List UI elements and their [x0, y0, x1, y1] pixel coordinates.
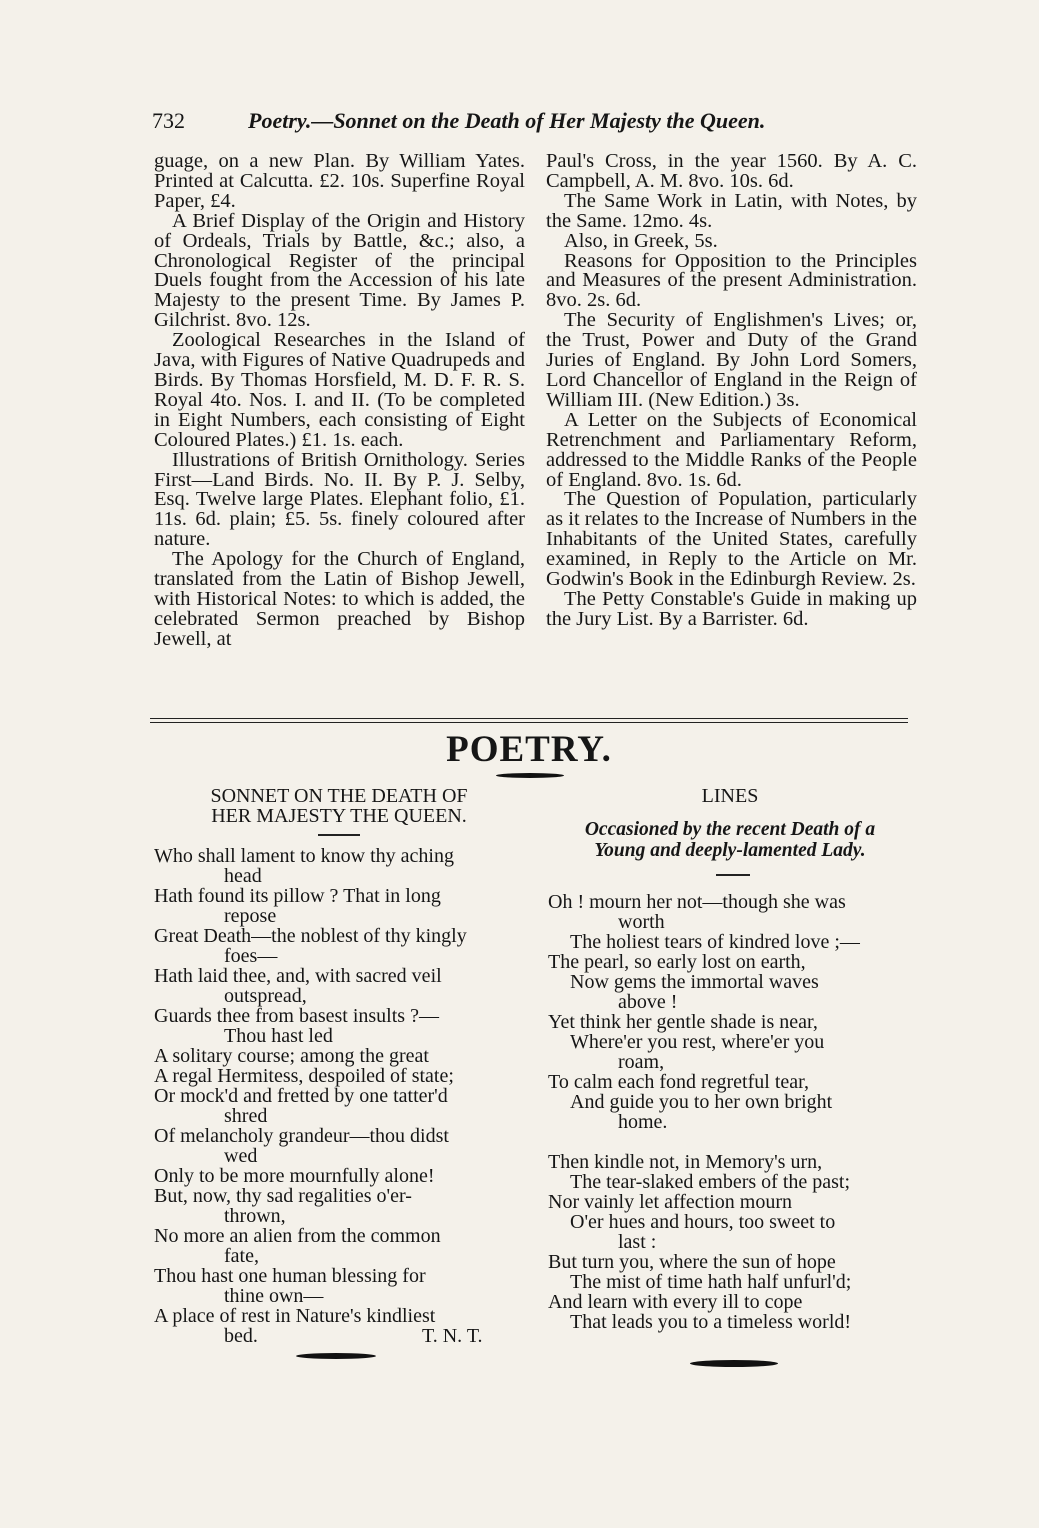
- verse-line-continuation: roam,: [618, 1051, 665, 1073]
- book-entry: The Security of Englishmen's Lives; or, the Trust, Power and Duty of the Grand Juries of England. By John Lord Somers, Lord Chancellor of England in the Reign of William III. (New Edition.) 3s.: [546, 309, 917, 411]
- book-entry: Also, in Greek, 5s.: [564, 229, 718, 252]
- verse-line: The holiest tears of kindred love ;—: [570, 931, 860, 953]
- section-heading: POETRY.: [446, 729, 612, 770]
- verse-line: That leads you to a timeless world!: [570, 1311, 852, 1333]
- verse-line: A regal Hermitess, despoiled of state;: [154, 1065, 454, 1087]
- verse-line: Where'er you rest, where'er you: [570, 1031, 825, 1053]
- verse-line: To calm each fond regretful tear,: [548, 1071, 809, 1093]
- verse-line: Yet think her gentle shade is near,: [548, 1011, 818, 1033]
- stanza-break: [548, 1132, 923, 1152]
- book-list-left: [154, 152, 525, 650]
- verse-line: Hath laid thee, and, with sacred veil: [154, 965, 442, 987]
- verse-line-continuation: thrown,: [224, 1205, 286, 1227]
- lines-title: LINES: [701, 785, 759, 807]
- book-entry: A Brief Display of the Origin and History of Ordeals, Trials by Battle, &c.; also, a Chronological Register of the principal Duels fought from the Accession of his late Majesty to the present Time. By James P. Gilchrist. 8vo. 12s.: [154, 209, 525, 332]
- ornamental-dash: [496, 773, 564, 778]
- running-header: [152, 108, 922, 138]
- verse-line: But turn you, where the sun of hope: [548, 1251, 836, 1273]
- lines-subtitle: [540, 819, 920, 861]
- title-rule: [318, 834, 360, 836]
- verse-line: A solitary course; among the great: [154, 1045, 429, 1067]
- sonnet-title-line1: SONNET ON THE DEATH OF: [210, 785, 468, 807]
- verse-line-continuation: last :: [618, 1231, 657, 1253]
- verse-line-continuation: thine own—: [224, 1285, 324, 1307]
- verse-line: No more an alien from the common: [154, 1225, 441, 1247]
- subtitle-line: Occasioned by the recent Death of a: [584, 819, 876, 840]
- verse-line: The pearl, so early lost on earth,: [548, 951, 806, 973]
- book-entry: The Same Work in Latin, with Notes, by the Same. 12mo. 4s.: [546, 189, 917, 232]
- verse-line-continuation: foes—: [224, 945, 278, 967]
- book-entry: guage, on a new Plan. By William Yates. Printed at Calcutta. £2. 10s. Superfine Royal Paper, £4.: [154, 150, 525, 212]
- running-title: Poetry.—Sonnet on the Death of Her Majesty the Queen.: [248, 108, 766, 133]
- book-list-right: [546, 152, 917, 630]
- verse-line: But, now, thy sad regalities o'er-: [154, 1185, 412, 1207]
- page-number: 732: [152, 108, 185, 133]
- sonnet-title-line2: HER MAJESTY THE QUEEN.: [211, 805, 467, 827]
- verse-line: Then kindle not, in Memory's urn,: [548, 1151, 823, 1173]
- book-entry: The Apology for the Church of England, translated from the Latin of Bishop Jewell, with Historical Notes: to which is added, the celebrated Sermon preached by Bishop Jewell, at: [154, 548, 525, 650]
- book-entry: The Question of Population, particularly as it relates to the Increase of Numbers in the Inhabitants of the United States, carefully examined, in Reply to the Article on Mr. Godwin's Book in the Edinburgh Review. 2s.: [546, 488, 917, 591]
- book-entry: Paul's Cross, in the year 1560. By A. C. Campbell, A. M. 8vo. 10s. 6d.: [546, 150, 917, 192]
- verse-line: Of melancholy grandeur—thou didst: [154, 1125, 449, 1147]
- verse-line-end: bed.: [224, 1325, 258, 1347]
- signature: T. N. T.: [422, 1325, 483, 1347]
- verse-line: Hath found its pillow ? That in long: [154, 885, 441, 907]
- verse-line: And guide you to her own bright: [570, 1091, 833, 1113]
- verse-line-continuation: worth: [618, 911, 665, 933]
- verse-line: Great Death—the noblest of thy kingly: [154, 925, 467, 947]
- verse-line: Who shall lament to know thy aching: [154, 845, 454, 867]
- subtitle-line: Young and deeply-lamented Lady.: [594, 840, 866, 861]
- ornamental-dash: [690, 1360, 778, 1367]
- section-divider: [150, 718, 908, 719]
- verse-line: A place of rest in Nature's kindliest: [154, 1305, 436, 1327]
- verse-line: Or mock'd and fretted by one tatter'd: [154, 1085, 448, 1107]
- verse-line: Nor vainly let affection mourn: [548, 1191, 793, 1213]
- verse-line-continuation: fate,: [224, 1245, 259, 1267]
- sonnet-body: [154, 846, 529, 1346]
- book-entry: The Petty Constable's Guide in making up the Jury List. By a Barrister. 6d.: [546, 587, 917, 630]
- verse-line-continuation: outspread,: [224, 985, 307, 1007]
- section-divider: [150, 722, 908, 723]
- verse-line: The tear-slaked embers of the past;: [570, 1171, 851, 1193]
- verse-line-continuation: home.: [618, 1111, 668, 1133]
- verse-line-continuation: above !: [618, 991, 678, 1013]
- verse-line: The mist of time hath half unfurl'd;: [570, 1271, 852, 1293]
- book-entry: A Letter on the Subjects of Economical Retrenchment and Parliamentary Reform, addressed to the Middle Ranks of the People of England. 8vo. 1s. 6d.: [546, 408, 917, 491]
- book-entry: Illustrations of British Ornithology. Series First—Land Birds. No. II. By P. J. Selby, Esq. Twelve large Plates. Elephant folio, £1. 11s. 6d. plain; £5. 5s. finely coloured after nature.: [154, 448, 525, 551]
- verse-line: Oh ! mourn her not—though she was: [548, 891, 846, 913]
- verse-line-continuation: head: [224, 865, 262, 887]
- verse-line: Now gems the immortal waves: [570, 971, 819, 993]
- verse-line-continuation: repose: [224, 905, 277, 927]
- book-entry: Zoological Researches in the Island of Java, with Figures of Native Quadrupeds and Birds. By Thomas Horsfield, M. D. F. R. S. Royal 4to. Nos. I. and II. (To be completed in Eight Numbers, each consisting of Eight Coloured Plates.) £1. 1s. each.: [154, 329, 525, 451]
- lines-body: [548, 892, 923, 1332]
- book-entry: Reasons for Opposition to the Principles and Measures of the present Administration. 8vo. 2s. 6d.: [546, 249, 917, 312]
- verse-line: Guards thee from basest insults ?—: [154, 1005, 439, 1027]
- verse-line-continuation: Thou hast led: [224, 1025, 333, 1047]
- verse-line: O'er hues and hours, too sweet to: [570, 1211, 836, 1233]
- verse-line: Only to be more mournfully alone!: [154, 1165, 435, 1187]
- ornamental-dash: [296, 1353, 376, 1359]
- title-rule: [716, 874, 750, 876]
- verse-line-continuation: [154, 1326, 529, 1346]
- verse-line-continuation: shred: [224, 1105, 268, 1127]
- verse-line: And learn with every ill to cope: [548, 1291, 803, 1313]
- verse-line-continuation: wed: [224, 1145, 258, 1167]
- verse-line: Thou hast one human blessing for: [154, 1265, 426, 1287]
